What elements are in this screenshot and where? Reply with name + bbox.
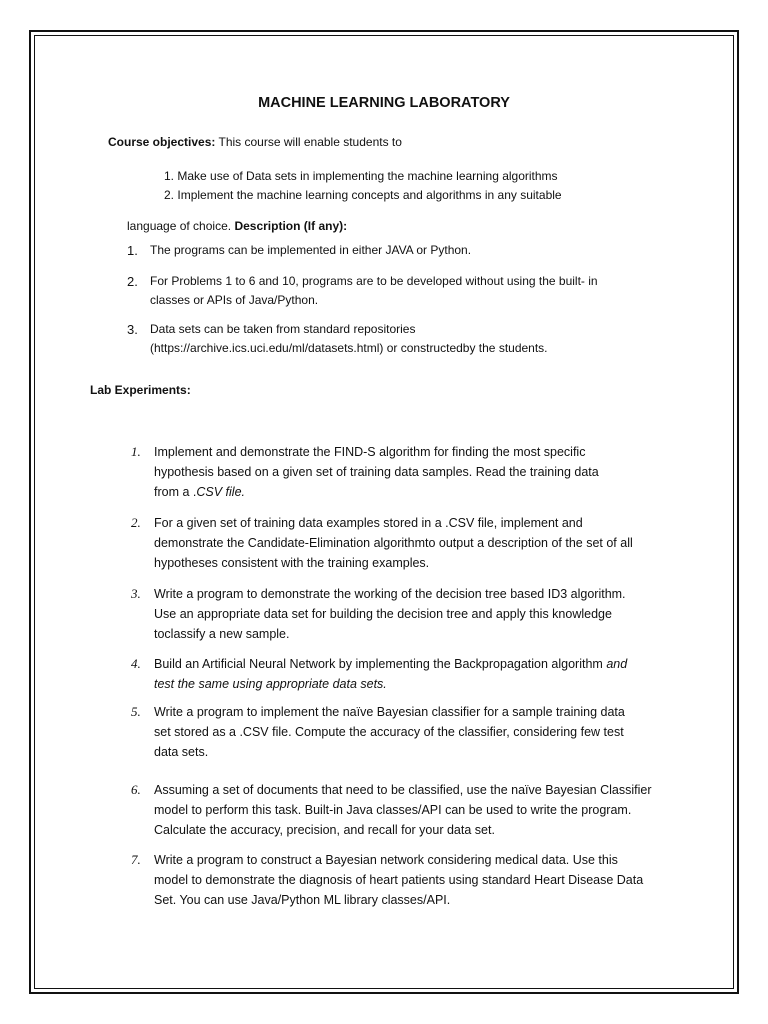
document-title: MACHINE LEARNING LABORATORY: [258, 95, 510, 111]
objective-number: 2.: [164, 188, 175, 202]
experiment-text: Use an appropriate data set for building the decision tree and apply this knowledge: [154, 607, 612, 621]
description-number: 3.: [127, 322, 138, 337]
experiment-text: data sets.: [154, 745, 209, 759]
experiment-text: set stored as a .CSV file. Compute the accuracy of the classifier, considering few test: [154, 725, 624, 739]
experiment-number: 4.: [131, 656, 141, 671]
experiment-number: 6.: [131, 782, 141, 797]
objective-item: [164, 186, 562, 205]
experiment-text: toclassify a new sample.: [154, 627, 290, 641]
experiment-text: Write a program to implement the naïve Bayesian classifier for a sample training data: [154, 705, 625, 719]
experiment-text: from a .CSV file.: [154, 485, 246, 499]
experiment-text: Calculate the accuracy, precision, and recall for your data set.: [154, 823, 495, 837]
description-text: classes or APIs of Java/Python.: [150, 293, 319, 307]
experiment-text: test the same using appropriate data sets.: [154, 677, 387, 691]
description-number: 1.: [127, 243, 138, 258]
experiment-text: Implement and demonstrate the FIND-S algorithm for finding the most specific: [154, 445, 586, 459]
experiment-text: model to perform this task. Built-in Java classes/API can be used to write the program.: [154, 803, 632, 817]
description-text: Data sets can be taken from standard repositories: [150, 322, 416, 336]
experiment-text: Build an Artificial Neural Network by implementing the Backpropagation algorithm and: [154, 657, 628, 671]
description-text: (https://archive.ics.uci.edu/ml/datasets.html) or constructedby the students.: [150, 341, 548, 355]
description-text: For Problems 1 to 6 and 10, programs are to be developed without using the built- in: [150, 274, 598, 288]
description-label: Description (If any):: [234, 219, 348, 233]
experiment-text: Set. You can use Java/Python ML library classes/API.: [154, 893, 451, 907]
experiment-number: 5.: [131, 704, 141, 719]
lab-experiments-heading: Lab Experiments:: [90, 383, 191, 397]
experiment-text: demonstrate the Candidate-Elimination algorithmto output a description of the set of all: [154, 536, 633, 550]
experiment-number: 3.: [131, 586, 141, 601]
experiment-text: Write a program to construct a Bayesian network considering medical data. Use this: [154, 853, 618, 867]
description-number: 2.: [127, 274, 138, 289]
experiment-number: 1.: [131, 444, 141, 459]
experiment-number: 2.: [131, 515, 141, 530]
experiment-text: model to demonstrate the diagnosis of heart patients using standard Heart Disease Data: [154, 873, 644, 887]
objective-number: 1.: [164, 169, 175, 183]
experiment-number: 7.: [131, 852, 141, 867]
experiment-text: Write a program to demonstrate the working of the decision tree based ID3 algorithm.: [154, 587, 626, 601]
course-objectives-intro: This course will enable students to: [218, 135, 402, 149]
experiment-text: hypotheses consistent with the training examples.: [154, 556, 430, 570]
objective-text: Make use of Data sets in implementing the machine learning algorithms: [177, 169, 558, 183]
objective-text: Implement the machine learning concepts and algorithms in any suitable: [177, 188, 562, 202]
experiment-text: Assuming a set of documents that need to be classified, use the naïve Bayesian Classifier: [154, 783, 652, 797]
course-objectives-label: Course objectives:: [108, 135, 216, 149]
description-text: The programs can be implemented in either JAVA or Python.: [150, 243, 472, 257]
course-objectives: [108, 133, 402, 152]
objective-item: [164, 167, 558, 186]
objectives-continuation: [127, 217, 347, 236]
continuation-text: language of choice.: [127, 219, 232, 233]
experiment-text: For a given set of training data examples stored in a .CSV file, implement and: [154, 516, 583, 530]
experiment-text: hypothesis based on a given set of training data samples. Read the training data: [154, 465, 599, 479]
